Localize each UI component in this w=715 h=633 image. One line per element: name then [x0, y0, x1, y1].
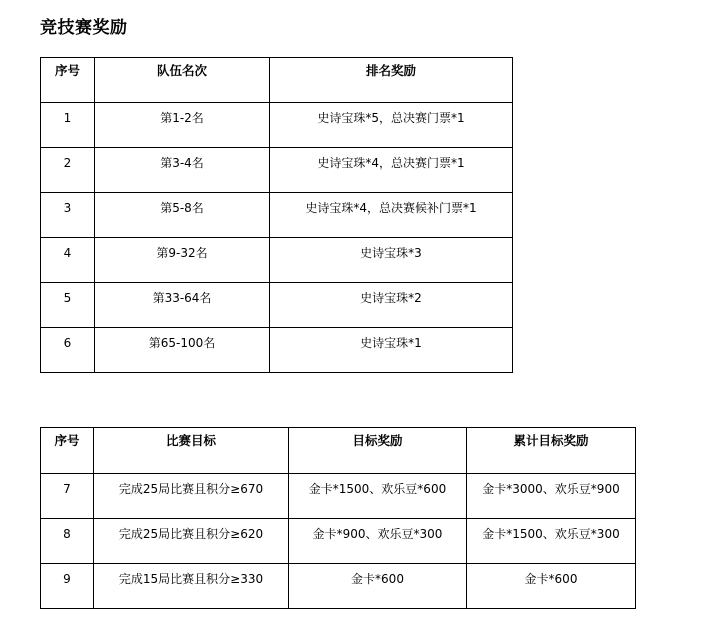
cell-cumulative-reward: 金卡*3000、欢乐豆*900	[467, 474, 636, 519]
cell-goal-reward: 金卡*600	[289, 564, 467, 609]
table-row	[41, 238, 513, 283]
cell-goal-reward: 金卡*1500、欢乐豆*600	[289, 474, 467, 519]
table-row	[41, 283, 513, 328]
cell-index: 6	[41, 328, 95, 373]
goal-reward-table	[40, 427, 636, 609]
column-header-match-goal: 比赛目标	[94, 428, 289, 474]
cell-rank-reward: 史诗宝珠*4，总决赛候补门票*1	[270, 193, 513, 238]
cell-team-rank: 第65-100名	[95, 328, 270, 373]
cell-cumulative-reward: 金卡*600	[467, 564, 636, 609]
cell-team-rank: 第5-8名	[95, 193, 270, 238]
cell-team-rank: 第1-2名	[95, 103, 270, 148]
cell-index: 2	[41, 148, 95, 193]
table-header-row	[41, 428, 636, 474]
cell-index: 8	[41, 519, 94, 564]
table-row	[41, 193, 513, 238]
table-row	[41, 148, 513, 193]
cell-team-rank: 第3-4名	[95, 148, 270, 193]
cell-index: 1	[41, 103, 95, 148]
table-row	[41, 519, 636, 564]
cell-rank-reward: 史诗宝珠*2	[270, 283, 513, 328]
cell-match-goal: 完成15局比赛且积分≥330	[94, 564, 289, 609]
table-row	[41, 474, 636, 519]
column-header-goal-reward: 目标奖励	[289, 428, 467, 474]
column-header-index: 序号	[41, 428, 94, 474]
cell-match-goal: 完成25局比赛且积分≥670	[94, 474, 289, 519]
cell-index: 7	[41, 474, 94, 519]
table-row	[41, 103, 513, 148]
table-row	[41, 328, 513, 373]
column-header-team-rank: 队伍名次	[95, 58, 270, 103]
cell-team-rank: 第33-64名	[95, 283, 270, 328]
table-row	[41, 564, 636, 609]
column-header-index: 序号	[41, 58, 95, 103]
cell-rank-reward: 史诗宝珠*3	[270, 238, 513, 283]
cell-rank-reward: 史诗宝珠*1	[270, 328, 513, 373]
cell-match-goal: 完成25局比赛且积分≥620	[94, 519, 289, 564]
cell-rank-reward: 史诗宝珠*4，总决赛门票*1	[270, 148, 513, 193]
column-header-rank-reward: 排名奖励	[270, 58, 513, 103]
cell-index: 9	[41, 564, 94, 609]
cell-cumulative-reward: 金卡*1500、欢乐豆*300	[467, 519, 636, 564]
cell-index: 3	[41, 193, 95, 238]
rank-reward-table	[40, 57, 513, 373]
table-header-row	[41, 58, 513, 103]
cell-index: 4	[41, 238, 95, 283]
cell-team-rank: 第9-32名	[95, 238, 270, 283]
page-title: 竞技赛奖励	[40, 18, 128, 38]
cell-goal-reward: 金卡*900、欢乐豆*300	[289, 519, 467, 564]
cell-rank-reward: 史诗宝珠*5，总决赛门票*1	[270, 103, 513, 148]
cell-index: 5	[41, 283, 95, 328]
column-header-cumulative-reward: 累计目标奖励	[467, 428, 636, 474]
